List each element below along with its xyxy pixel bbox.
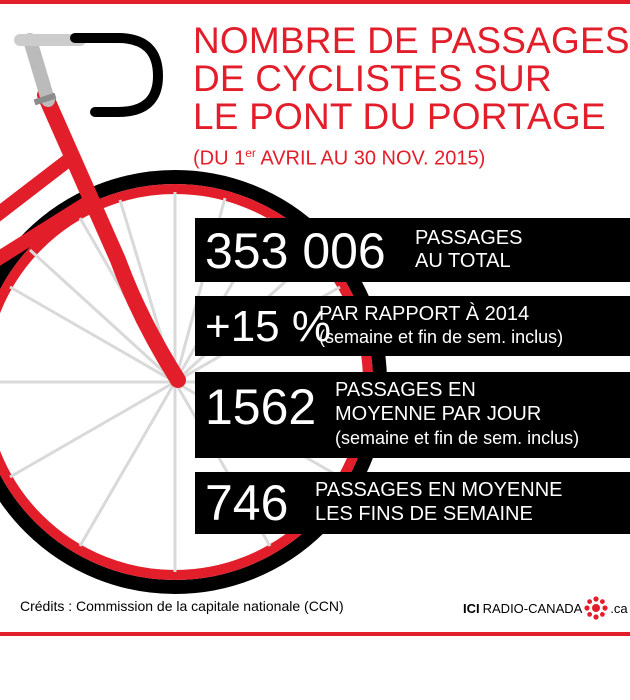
bike-handlebar bbox=[75, 38, 158, 112]
bike-fork bbox=[45, 95, 178, 380]
radio-canada-logo bbox=[463, 596, 628, 620]
stat-box-increase bbox=[195, 296, 630, 356]
title-line-1: NOMBRE DE PASSAGES bbox=[193, 20, 630, 61]
stat-label-weekend-line2: LES FINS DE SEMAINE bbox=[315, 503, 533, 525]
stat-label-increase: PAR RAPPORT À 2014 bbox=[319, 303, 530, 325]
bottom-accent-bar bbox=[0, 632, 630, 636]
date-range-subtitle: (DU 1er AVRIL AU 30 NOV. 2015) bbox=[193, 146, 486, 170]
title-line-2: DE CYCLISTES SUR bbox=[193, 58, 552, 99]
stat-value-increase: +15 % bbox=[205, 302, 331, 351]
stat-label-weekend-line1: PASSAGES EN MOYENNE bbox=[315, 479, 563, 501]
stat-box-total bbox=[195, 218, 630, 282]
infographic-title bbox=[193, 20, 630, 137]
stat-box-daily bbox=[195, 372, 630, 458]
stat-note-increase: (semaine et fin de sem. inclus) bbox=[319, 327, 564, 347]
logo-ici: ICI bbox=[463, 600, 480, 616]
logo-domain: .ca bbox=[610, 600, 628, 616]
stat-box-weekend bbox=[195, 472, 630, 534]
stat-value-daily: 1562 bbox=[205, 379, 317, 435]
title-line-3: LE PONT DU PORTAGE bbox=[193, 96, 606, 137]
stat-note-daily: (semaine et fin de sem. inclus) bbox=[335, 428, 580, 448]
stat-label-total-line2: AU TOTAL bbox=[415, 250, 511, 272]
stat-label-total-line1: PASSAGES bbox=[415, 227, 523, 249]
head-tube bbox=[30, 40, 48, 100]
credits-text: Crédits : Commission de la capitale nationale (CCN) bbox=[20, 598, 344, 614]
radio-canada-gem-icon bbox=[584, 596, 608, 620]
stat-value-weekend: 746 bbox=[205, 475, 289, 531]
stat-label-daily-line1: PASSAGES EN bbox=[335, 379, 476, 401]
logo-name: RADIO-CANADA bbox=[482, 600, 583, 616]
wheel-hub bbox=[170, 375, 182, 387]
stat-label-daily-line2: MOYENNE PAR JOUR bbox=[335, 403, 542, 425]
stat-value-total: 353 006 bbox=[205, 223, 386, 279]
